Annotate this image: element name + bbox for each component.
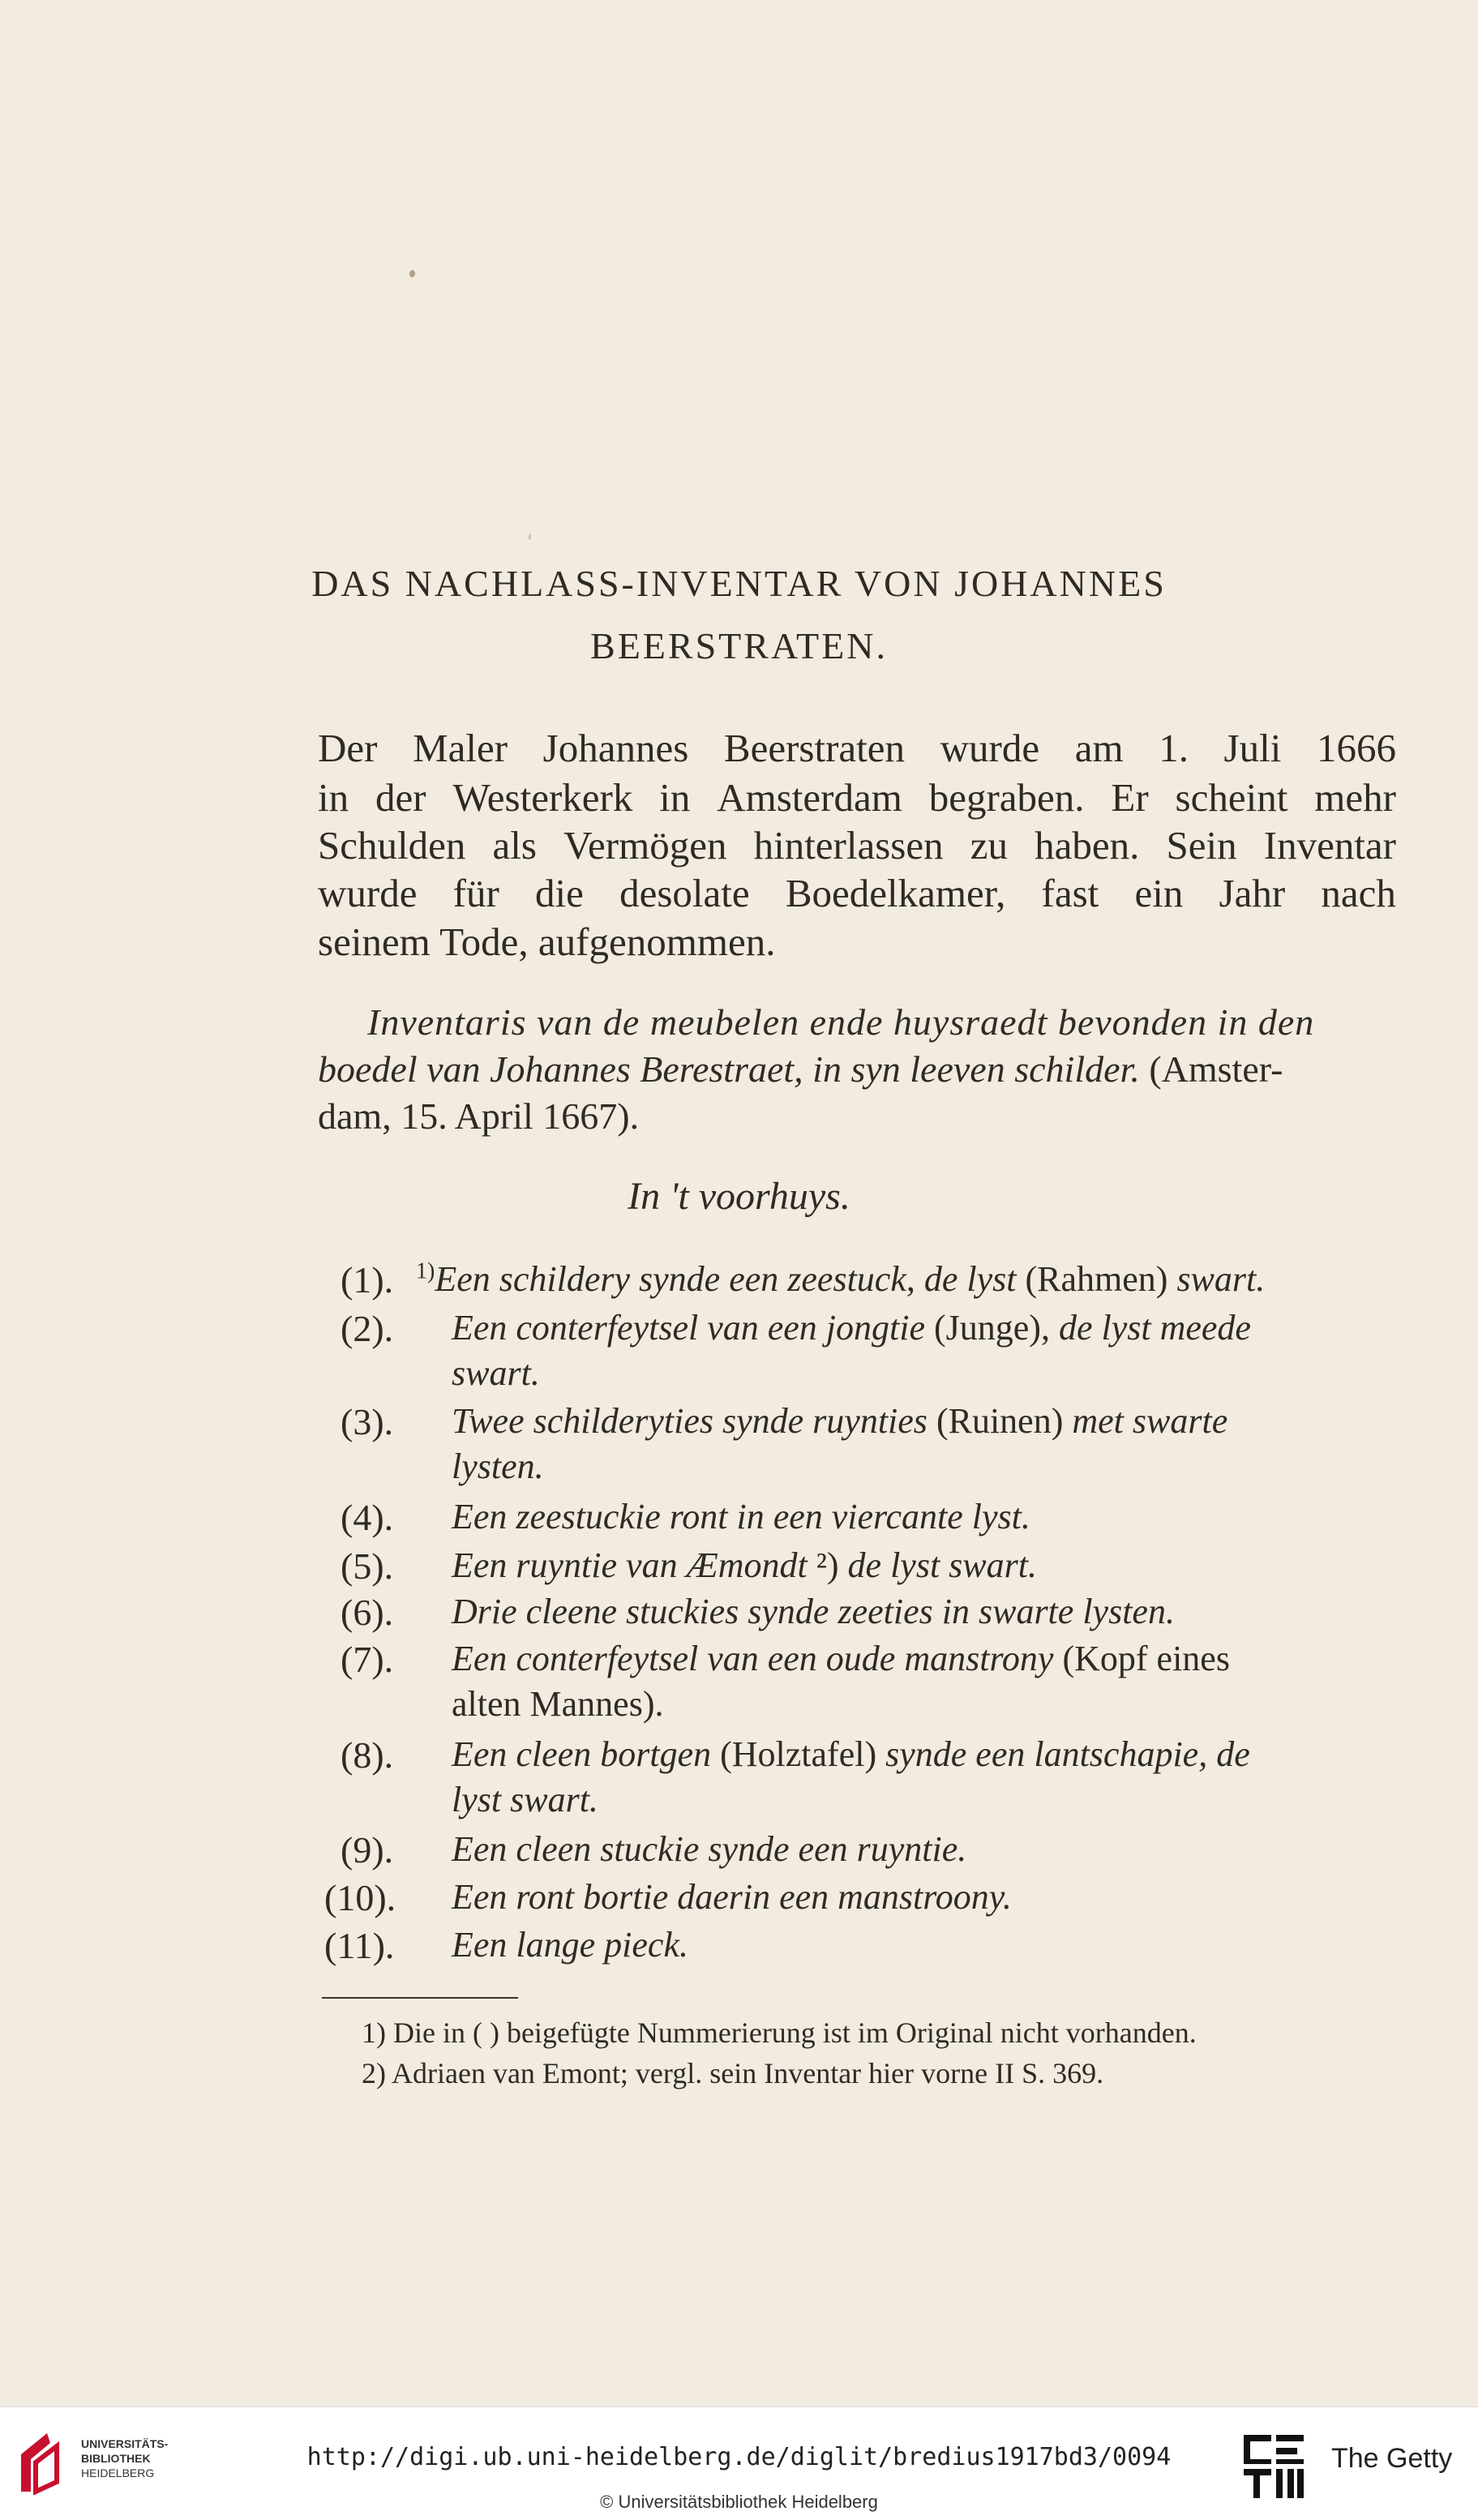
getty-logo-icon — [1242, 2433, 1307, 2500]
copyright-notice: © Universitätsbibliothek Heidelberg — [600, 2492, 878, 2512]
intro-word: wurde — [318, 871, 418, 915]
entry-text — [452, 1828, 966, 1870]
entry-german-gloss: (Holztafel) — [711, 1734, 886, 1774]
entry-dutch-text: Een ront bortie daerin een manstroony. — [452, 1877, 1012, 1917]
intro-word: Johannes — [542, 726, 689, 770]
inventaris-line-3: dam, 15. April 1667). — [318, 1095, 640, 1137]
intro-word: nach — [1321, 871, 1396, 915]
library-name-line-3: HEIDELBERG — [81, 2466, 155, 2479]
intro-word: Amsterdam — [717, 775, 902, 820]
document-title-line-1: DAS NACHLASS-INVENTAR VON JOHANNES — [311, 563, 1167, 604]
footnote-marker: 1) — [416, 1258, 435, 1284]
intro-word: Maler — [413, 726, 508, 770]
entry-text — [416, 1258, 1265, 1300]
intro-word: Beerstraten — [723, 726, 906, 770]
entry-dutch-text: de lyst — [923, 1259, 1017, 1299]
entry-text — [452, 1924, 688, 1965]
intro-word: die — [535, 871, 584, 915]
intro-word: wurde — [940, 726, 1040, 770]
intro-word: 1666 — [1316, 726, 1396, 770]
entry-dutch-text: swart. — [1176, 1259, 1266, 1299]
viewer-footer — [0, 2406, 1478, 2520]
inventaris-line-1: Inventaris van de meubelen ende huysraedt bevonden in den — [367, 1001, 1315, 1043]
paper-speck — [529, 534, 531, 540]
entry-dutch-text: Een ruyntie van Æmondt — [452, 1545, 808, 1585]
entry-text — [452, 1734, 1250, 1775]
entry-dutch-text: de lyst swart. — [847, 1545, 1037, 1585]
entry-text — [452, 1400, 1227, 1442]
library-name-line-2: BIBLIOTHEK — [81, 2452, 151, 2465]
entry-dutch-text: Een cleen stuckie synde een ruyntie. — [452, 1829, 967, 1869]
intro-word: fast — [1041, 871, 1099, 915]
entry-number: (8). — [341, 1734, 394, 1776]
entry-dutch-text: Een lange pieck. — [452, 1925, 688, 1965]
entry-text — [452, 1876, 1012, 1918]
intro-line — [318, 774, 1396, 821]
entry-german-gloss: (Rahmen) — [1016, 1259, 1177, 1299]
entry-number: (5). — [341, 1545, 394, 1587]
library-name-line-1: UNIVERSITÄTS- — [81, 2437, 169, 2450]
footnote-1: 1) Die in ( ) beigefügte Nummerierung ist im Original nicht vorhanden. — [362, 2016, 1197, 2049]
entry-number: (9). — [341, 1829, 394, 1871]
footnote-divider — [322, 1997, 518, 1999]
entry-dutch-text: de lyst meede — [1058, 1308, 1251, 1348]
entry-dutch-text: Een cleen bortgen — [452, 1734, 712, 1774]
entry-text — [452, 1591, 1175, 1632]
entry-number: (11). — [324, 1925, 395, 1966]
entry-german-gloss: (Junge), — [925, 1308, 1059, 1348]
entry-number: (3). — [341, 1401, 394, 1442]
intro-word: als — [492, 823, 537, 868]
entry-dutch-text: met swarte — [1072, 1401, 1228, 1441]
entry-dutch-text: Een conterfeytsel van een oude manstrony — [452, 1639, 1054, 1678]
intro-word: Inventar — [1263, 823, 1396, 868]
entry-text — [452, 1496, 1030, 1537]
getty-label: The Getty — [1331, 2443, 1453, 2474]
entry-continuation: lysten. — [452, 1446, 544, 1486]
intro-word: Schulden — [318, 823, 466, 868]
intro-word: Der — [318, 726, 378, 770]
entry-text — [452, 1307, 1251, 1348]
entry-german-gloss: , — [906, 1259, 924, 1299]
intro-line — [318, 822, 1396, 868]
inventaris-line-2-roman: (Amster- — [1139, 1048, 1283, 1090]
intro-line: seinem Tode, aufgenommen. — [318, 919, 776, 964]
intro-word: für — [452, 871, 499, 915]
intro-word: 1. — [1159, 726, 1189, 770]
intro-word: haben. — [1035, 823, 1140, 868]
entry-dutch-text: Drie cleene stuckies synde zeeties in swarte lysten. — [452, 1592, 1175, 1631]
intro-word: ein — [1134, 871, 1184, 915]
paper-speck — [409, 270, 415, 277]
intro-word: zu — [970, 823, 1008, 868]
intro-word: Boedelkamer, — [785, 871, 1006, 915]
entry-number: (1). — [341, 1259, 394, 1301]
intro-word: in — [318, 775, 349, 820]
entry-continuation: alten Mannes). — [452, 1684, 664, 1724]
intro-word: in — [659, 775, 691, 820]
intro-word: Sein — [1166, 823, 1237, 868]
entry-dutch-text: Twee schilderyties synde ruynties — [452, 1401, 927, 1441]
entry-german-gloss: (Ruinen) — [927, 1401, 1073, 1441]
intro-word: der — [375, 775, 426, 820]
intro-line — [318, 725, 1396, 771]
intro-word: begraben. — [928, 775, 1085, 820]
entry-number: (7). — [341, 1639, 394, 1680]
entry-dutch-text: synde een lantschapie, de — [885, 1734, 1250, 1774]
entry-german-gloss: ²) — [807, 1545, 848, 1585]
entry-dutch-text: Een zeestuckie ront in een viercante lyst. — [452, 1497, 1030, 1536]
intro-word: Er — [1111, 775, 1149, 820]
footnote-2: 2) Adriaen van Emont; vergl. sein Inventar hier vorne II S. 369. — [362, 2057, 1104, 2089]
document-title-line-2: BEERSTRATEN. — [590, 625, 888, 666]
entry-continuation: lyst swart. — [452, 1780, 598, 1819]
entry-number: (4). — [341, 1497, 394, 1538]
intro-word: scheint — [1175, 775, 1288, 820]
intro-line — [318, 870, 1396, 916]
entry-dutch-text: Een conterfeytsel van een jongtie — [452, 1308, 925, 1348]
inventaris-line-2-italic: boedel van Johannes Berestraet, in syn leeven schilder. — [318, 1048, 1140, 1090]
intro-word: desolate — [619, 871, 750, 915]
entry-number: (6). — [341, 1592, 394, 1633]
entry-text — [452, 1638, 1230, 1679]
permalink-url[interactable]: http://digi.ub.uni-heidelberg.de/diglit/bredius1917bd3/0094 — [306, 2443, 1172, 2471]
intro-word: Vermögen — [563, 823, 727, 868]
intro-word: Westerkerk — [452, 775, 633, 820]
intro-word: Juli — [1223, 726, 1282, 770]
entry-number: (10). — [324, 1877, 396, 1918]
entry-text — [452, 1545, 1037, 1586]
section-heading: In 't voorhuys. — [628, 1175, 850, 1218]
intro-word: mehr — [1314, 775, 1396, 820]
getty-logo[interactable] — [1242, 2433, 1307, 2500]
entry-dutch-text: Een schildery synde een zeestuck — [435, 1259, 906, 1299]
intro-word: hinterlassen — [753, 823, 944, 868]
entry-number: (2). — [341, 1308, 394, 1349]
entry-continuation: swart. — [452, 1353, 540, 1393]
entry-german-gloss: (Kopf eines — [1053, 1639, 1230, 1678]
inventaris-line-2 — [318, 1048, 1283, 1091]
intro-word: am — [1074, 726, 1124, 770]
intro-word: Jahr — [1219, 871, 1286, 915]
